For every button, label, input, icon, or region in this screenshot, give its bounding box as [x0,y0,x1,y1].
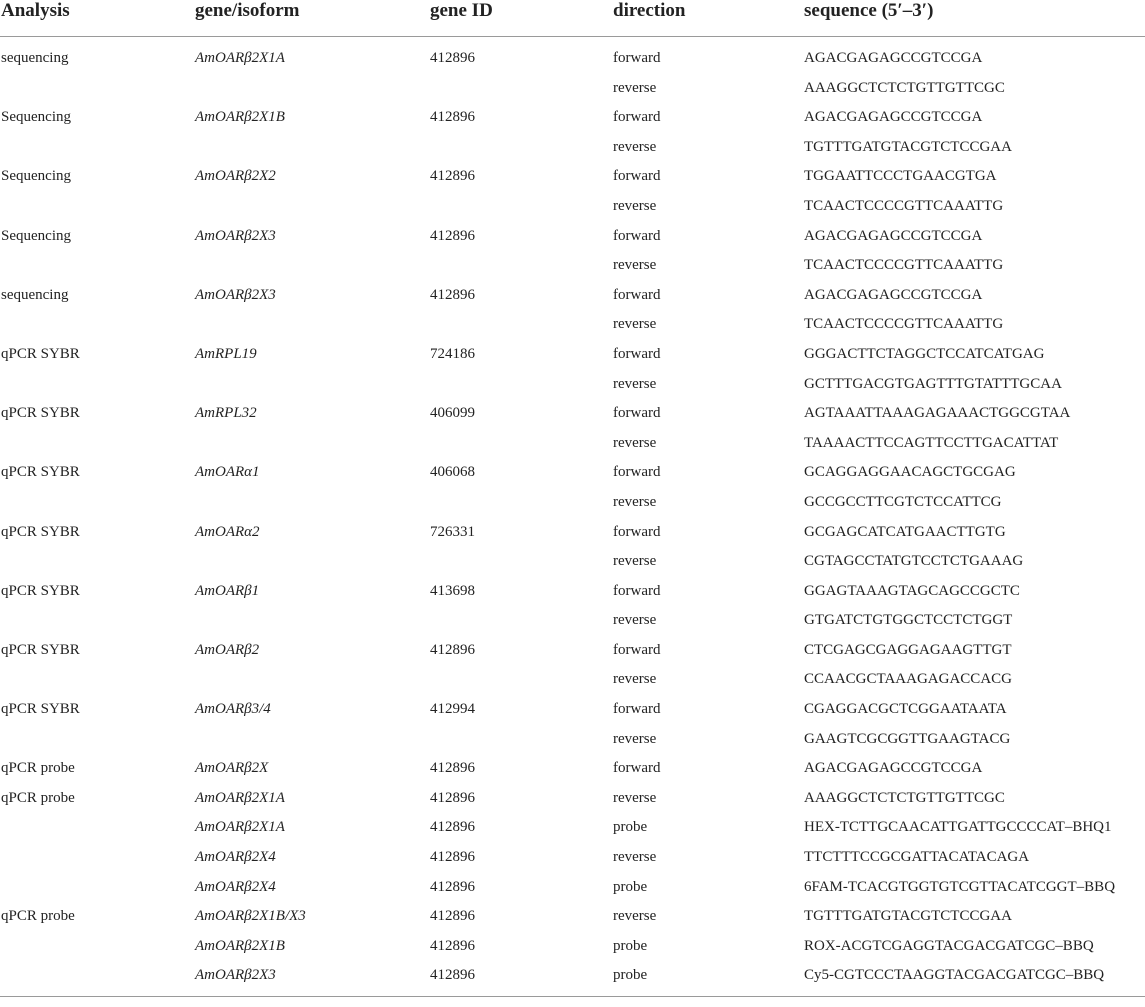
cell-direction: forward [613,227,661,244]
cell-gene-isoform [195,552,430,582]
cell-direction: reverse [613,79,657,96]
table-row [0,227,1145,257]
cell-analysis [0,434,195,464]
table-row [0,552,1145,582]
cell-direction: forward [613,50,661,66]
cell-sequence: Cy5-CGTCCCTAAGGTACGACGATCGC–BBQ [804,966,1145,996]
cell-gene-id: 412896 [430,819,475,836]
table-header [0,0,1145,37]
cell-sequence: GCCGCCTTCGTCTCCATTCG [804,493,1002,510]
table-row [0,700,1145,730]
cell-direction: probe [613,966,804,996]
cell-direction: forward [613,286,661,303]
cell-direction: reverse [613,553,657,570]
cell-sequence: GGGACTTCTAGGCTCCATCATGAG [804,345,1045,362]
cell-direction: forward [613,701,661,718]
cell-sequence: TCAACTCCCCGTTCAAATTG [804,257,1004,274]
cell-sequence: AGACGAGAGCCGTCCGA [804,760,983,777]
cell-analysis: qPCR SYBR [1,701,80,718]
cell-gene-isoform [195,138,430,168]
table-row [0,582,1145,612]
cell-sequence: HEX-TCTTGCAACATTGATTGCCCCAT–BHQ1 [804,819,1112,836]
cell-analysis: qPCR SYBR [1,405,80,422]
cell-gene-isoform [195,611,430,641]
cell-gene-id [430,138,613,168]
table-row [0,730,1145,760]
table-body [0,37,1145,997]
cell-gene-id: 413698 [430,582,475,599]
table-row [0,404,1145,434]
cell-direction: reverse [613,671,657,688]
cell-sequence: AAAGGCTCTCTGTTGTTCGC [804,79,1005,96]
cell-gene-id: 412994 [430,701,475,718]
cell-gene-isoform: AmOARβ2X4 [195,849,276,866]
cell-direction: reverse [613,612,657,629]
header-spacer [0,37,1145,50]
cell-gene-isoform: AmOARβ2X1A [195,50,285,66]
table-row [0,818,1145,848]
cell-analysis [0,197,195,227]
cell-sequence: GTGATCTGTGGCTCCTCTGGT [804,612,1013,629]
cell-analysis: qPCR SYBR [1,641,80,658]
cell-sequence: TCAACTCCCCGTTCAAATTG [804,316,1004,333]
cell-gene-id [430,79,613,109]
table-row [0,49,1145,79]
cell-gene-isoform: AmOARβ1 [195,582,260,599]
table-row [0,789,1145,819]
cell-direction: forward [613,523,661,540]
cell-sequence: AGACGAGAGCCGTCCGA [804,109,983,126]
cell-analysis: Sequencing [1,168,71,185]
cell-direction: probe [613,878,648,895]
table-row [0,167,1145,197]
cell-direction: reverse [613,257,657,274]
cell-gene-id: 412896 [430,286,475,303]
cell-gene-id: 412896 [430,937,475,954]
table-row [0,434,1145,464]
cell-sequence: CGAGGACGCTCGGAATAATA [804,701,1007,718]
cell-gene-isoform: AmOARβ2X1B [195,937,285,954]
cell-direction: reverse [613,375,657,392]
cell-sequence: TGGAATTCCCTGAACGTGA [804,168,997,185]
cell-sequence: ROX-ACGTCGAGGTACGACGATCGC–BBQ [804,937,1094,954]
cell-gene-id [430,611,613,641]
cell-direction: forward [613,345,661,362]
cell-analysis [0,848,195,878]
cell-analysis [0,878,195,908]
cell-sequence: AAAGGCTCTCTGTTGTTCGC [804,789,1005,806]
table-row [0,79,1145,109]
cell-gene-id: 412896 [430,227,475,244]
cell-analysis: qPCR probe [1,908,75,925]
cell-gene-id: 412896 [430,966,613,996]
table-row [0,641,1145,671]
cell-gene-isoform: AmOARβ2X1A [195,789,285,806]
cell-analysis [0,937,195,967]
cell-gene-id: 724186 [430,345,475,362]
cell-direction: forward [613,641,661,658]
cell-analysis: Sequencing [1,227,71,244]
cell-gene-id [430,434,613,464]
cell-gene-isoform: AmRPL32 [195,405,257,422]
cell-analysis: qPCR SYBR [1,582,80,599]
header-direction: direction [613,0,804,37]
cell-analysis [0,138,195,168]
cell-analysis [0,375,195,405]
cell-direction: reverse [613,493,657,510]
cell-direction: forward [613,109,661,126]
cell-gene-id: 412896 [430,168,475,185]
cell-gene-isoform [195,256,430,286]
cell-sequence: CGTAGCCTATGTCCTCTGAAAG [804,553,1024,570]
cell-analysis: sequencing [1,50,69,66]
cell-analysis: qPCR SYBR [1,345,80,362]
cell-gene-isoform [195,493,430,523]
cell-gene-isoform [195,79,430,109]
table-row [0,108,1145,138]
cell-gene-isoform [195,315,430,345]
cell-sequence: AGACGAGAGCCGTCCGA [804,227,983,244]
table-row [0,375,1145,405]
cell-direction: forward [613,582,661,599]
cell-analysis [0,818,195,848]
cell-sequence: AGACGAGAGCCGTCCGA [804,286,983,303]
cell-analysis: Sequencing [1,109,71,126]
cell-direction: forward [613,464,661,481]
cell-direction: forward [613,168,661,185]
cell-direction: forward [613,405,661,422]
table-row [0,611,1145,641]
cell-direction: reverse [613,197,657,214]
table-row [0,493,1145,523]
cell-sequence: TCAACTCCCCGTTCAAATTG [804,197,1004,214]
cell-direction: reverse [613,434,657,451]
cell-direction: probe [613,819,648,836]
cell-gene-isoform: AmOARβ3/4 [195,701,271,718]
cell-sequence: CTCGAGCGAGGAGAAGTTGT [804,641,1012,658]
cell-analysis [0,256,195,286]
cell-gene-isoform: AmOARβ2X3 [195,286,276,303]
table-row [0,256,1145,286]
cell-gene-isoform: AmOARβ2X [195,760,269,777]
cell-gene-isoform: AmRPL19 [195,345,257,362]
cell-gene-isoform [195,670,430,700]
table-row [0,197,1145,227]
table-row [0,286,1145,316]
cell-gene-isoform: AmOARβ2X3 [195,966,430,996]
cell-gene-isoform: AmOARβ2X3 [195,227,276,244]
table-row [0,463,1145,493]
cell-gene-id [430,730,613,760]
header-gene-id: gene ID [430,0,613,37]
cell-analysis: qPCR SYBR [1,523,80,540]
cell-gene-id: 726331 [430,523,475,540]
table-row [0,670,1145,700]
cell-analysis [0,315,195,345]
table-row [0,759,1145,789]
cell-gene-id [430,670,613,700]
cell-sequence: GCAGGAGGAACAGCTGCGAG [804,464,1016,481]
table-row [0,523,1145,553]
cell-gene-id: 406068 [430,464,475,481]
cell-sequence: GCGAGCATCATGAACTTGTG [804,523,1006,540]
cell-direction: reverse [613,316,657,333]
cell-analysis: qPCR probe [1,789,75,806]
cell-analysis [0,552,195,582]
cell-direction: probe [613,937,648,954]
cell-analysis: sequencing [1,286,69,303]
cell-sequence: CCAACGCTAAAGAGACCACG [804,671,1012,688]
cell-analysis [0,493,195,523]
cell-direction: forward [613,760,661,777]
cell-sequence: TGTTTGATGTACGTCTCCGAA [804,138,1012,155]
cell-analysis [0,79,195,109]
cell-analysis [0,966,195,996]
cell-sequence: AGTAAATTAAAGAGAAACTGGCGTAA [804,405,1071,422]
cell-gene-isoform: AmOARβ2X2 [195,168,276,185]
table-row [0,966,1145,996]
cell-gene-isoform: AmOARβ2X1B [195,109,285,126]
cell-gene-id: 406099 [430,405,475,422]
cell-gene-id: 412896 [430,109,475,126]
cell-sequence: TAAAACTTCCAGTTCCTTGACATTAT [804,434,1059,451]
cell-sequence: AGACGAGAGCCGTCCGA [804,50,983,66]
cell-gene-id [430,197,613,227]
header-row [0,0,1145,37]
table-row [0,937,1145,967]
cell-gene-isoform: AmOARβ2 [195,641,260,658]
header-sequence: sequence (5′–3′) [804,0,1145,37]
table-row [0,848,1145,878]
cell-gene-id: 412896 [430,760,475,777]
table-row [0,907,1145,937]
cell-sequence: TTCTTTCCGCGATTACATACAGA [804,849,1030,866]
cell-direction: reverse [613,730,657,747]
cell-gene-id [430,552,613,582]
cell-analysis: qPCR probe [1,760,75,777]
cell-direction: reverse [613,849,657,866]
cell-analysis [0,730,195,760]
cell-gene-id: 412896 [430,908,475,925]
cell-direction: reverse [613,138,657,155]
cell-gene-id [430,493,613,523]
cell-gene-id: 412896 [430,50,475,66]
table-row [0,138,1145,168]
cell-gene-isoform: AmOARα1 [195,464,260,481]
cell-direction: reverse [613,789,657,806]
cell-sequence: TGTTTGATGTACGTCTCCGAA [804,908,1012,925]
header-gene-isoform: gene/isoform [195,0,430,37]
cell-gene-id [430,375,613,405]
table-row [0,345,1145,375]
cell-gene-isoform: AmOARβ2X1A [195,819,285,836]
header-analysis: Analysis [0,0,195,37]
cell-gene-isoform [195,434,430,464]
cell-gene-id [430,256,613,286]
table-row [0,315,1145,345]
cell-gene-isoform [195,730,430,760]
cell-direction: reverse [613,908,657,925]
cell-sequence: GGAGTAAAGTAGCAGCCGCTC [804,582,1020,599]
cell-analysis [0,670,195,700]
cell-gene-isoform [195,375,430,405]
table-row [0,878,1145,908]
cell-gene-isoform: AmOARα2 [195,523,260,540]
cell-sequence: GCTTTGACGTGAGTTTGTATTTGCAA [804,375,1062,392]
cell-gene-id: 412896 [430,789,475,806]
cell-gene-isoform: AmOARβ2X4 [195,878,276,895]
cell-analysis [0,611,195,641]
cell-gene-id: 412896 [430,849,475,866]
cell-gene-id: 412896 [430,878,475,895]
cell-gene-id: 412896 [430,641,475,658]
cell-sequence: 6FAM-TCACGTGGTGTCGTTACATCGGT–BBQ [804,878,1116,895]
cell-analysis: qPCR SYBR [1,464,80,481]
cell-gene-isoform [195,197,430,227]
cell-gene-isoform: AmOARβ2X1B/X3 [195,908,306,925]
cell-gene-id [430,315,613,345]
cell-sequence: GAAGTCGCGGTTGAAGTACG [804,730,1011,747]
